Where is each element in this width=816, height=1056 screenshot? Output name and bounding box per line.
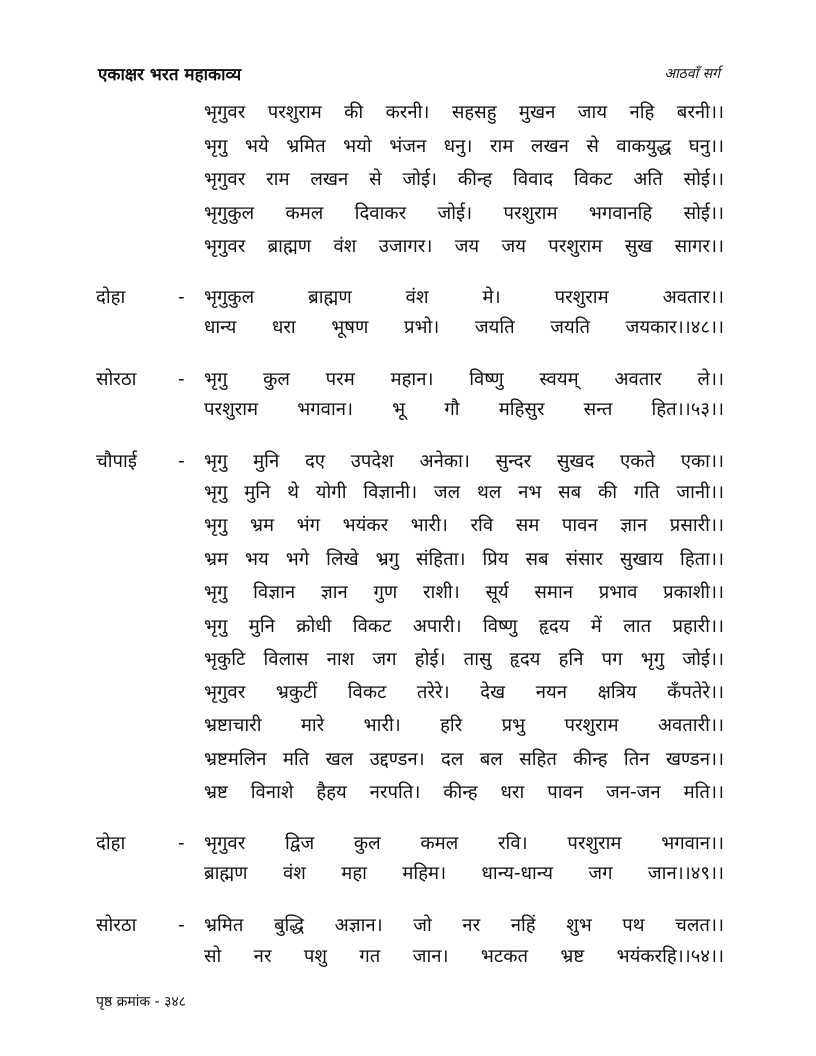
- verse-line: भ्रष्टाचारी मारे भारी। हरि प्रभु परशुराम अवतारी।।: [204, 715, 724, 736]
- verse-line: भ्रमित बुद्धि अज्ञान। जो नर नहिं शुभ पथ चलत।।: [204, 915, 724, 936]
- canto-title: आठवाँ सर्ग: [664, 66, 720, 82]
- verse-line: भृगु भ्रम भंग भयंकर भारी। रवि सम पावन ज्ञान प्रसारी।।: [204, 515, 724, 536]
- verse-line: भृगु भये भ्रमित भयो भंजन धनु। राम लखन से वाकयुद्ध घनु।।: [204, 136, 724, 157]
- verse-line: भृगुकुल कमल दिवाकर जोई। परशुराम भगवानहि सोई।।: [204, 203, 724, 224]
- verse-line: भृगुकुल ब्राह्मण वंश मे। परशुराम अवतार।।: [204, 287, 724, 308]
- verse-line: भृगु मुनि क्रोधी विकट अपारी। विष्णु हृदय में लात प्रहारी।।: [204, 616, 724, 637]
- verse-line: भृगु मुनि दए उपदेश अनेका। सुन्दर सुखद एकते एका।।: [204, 451, 724, 472]
- verse-line: भृगु मुनि थे योगी विज्ञानी। जल थल नभ सब की गति जानी।।: [204, 482, 724, 503]
- verse-line: भृगुवर भ्रकुटीं विकट तरेरे। देख नयन क्षत्रिय कँपतेरे।।: [204, 682, 724, 703]
- verse-line: भृगुवर ब्राह्मण वंश उजागर। जय जय परशुराम सुख सागर।।: [204, 236, 724, 257]
- verse-line: भृकुटि विलास नाश जग होई। तासु हृदय हनि पग भृगु जोई।।: [204, 649, 724, 670]
- stanza-dash: -: [178, 833, 185, 854]
- verse-line: भृगुवर परशुराम की करनी। सहसहु मुखन जाय नहि बरनी।।: [204, 102, 724, 123]
- verse-line: परशुराम भगवान। भू गौ महिसुर सन्त हित।।५३।।: [204, 399, 724, 420]
- verse-line: सो नर पशु गत जान। भटकत भ्रष्ट भयंकरहि।।५४।।: [204, 946, 724, 967]
- verse-line: ब्राह्मण वंश महा महिम। धान्य-धान्य जग जान।।४९।।: [204, 863, 724, 884]
- stanza-dash: -: [178, 915, 185, 936]
- verse-line: धान्य धरा भूषण प्रभो। जयति जयति जयकार।।४८।।: [204, 317, 724, 338]
- verse-line: भ्रम भय भगे लिखे भ्रगु संहिता। प्रिय सब संसार सुखाय हिता।।: [204, 549, 724, 570]
- book-title: एकाक्षर भरत महाकाव्य: [98, 65, 242, 85]
- stanza-label: दोहा: [96, 833, 126, 854]
- stanza-label: सोरठा: [96, 369, 137, 390]
- verse-line: भृगु विज्ञान ज्ञान गुण राशी। सूर्य समान प्रभाव प्रकाशी।।: [204, 582, 724, 603]
- verse-line: भ्रष्ट विनाशे हैहय नरपति। कीन्ह धरा पावन जन-जन मति।।: [204, 782, 724, 803]
- stanza-label: चौपाई: [96, 451, 137, 472]
- verse-line: भृगु कुल परम महान। विष्णु स्वयम् अवतार ले।।: [204, 369, 724, 390]
- page-number: पृष्ठ क्रमांक - ३४८: [96, 994, 186, 1010]
- verse-line: भ्रष्टमलिन मति खल उद्दण्डन। दल बल सहित कीन्ह तिन खण्डन।।: [204, 749, 724, 770]
- verse-line: भृगुवर द्विज कुल कमल रवि। परशुराम भगवान।।: [204, 833, 724, 854]
- stanza-dash: -: [178, 287, 185, 308]
- stanza-dash: -: [178, 451, 185, 472]
- verse-line: भृगुवर राम लखन से जोई। कीन्ह विवाद विकट अति सोई।।: [204, 169, 724, 190]
- stanza-label: सोरठा: [96, 915, 137, 936]
- stanza-dash: -: [178, 369, 185, 390]
- stanza-label: दोहा: [96, 287, 126, 308]
